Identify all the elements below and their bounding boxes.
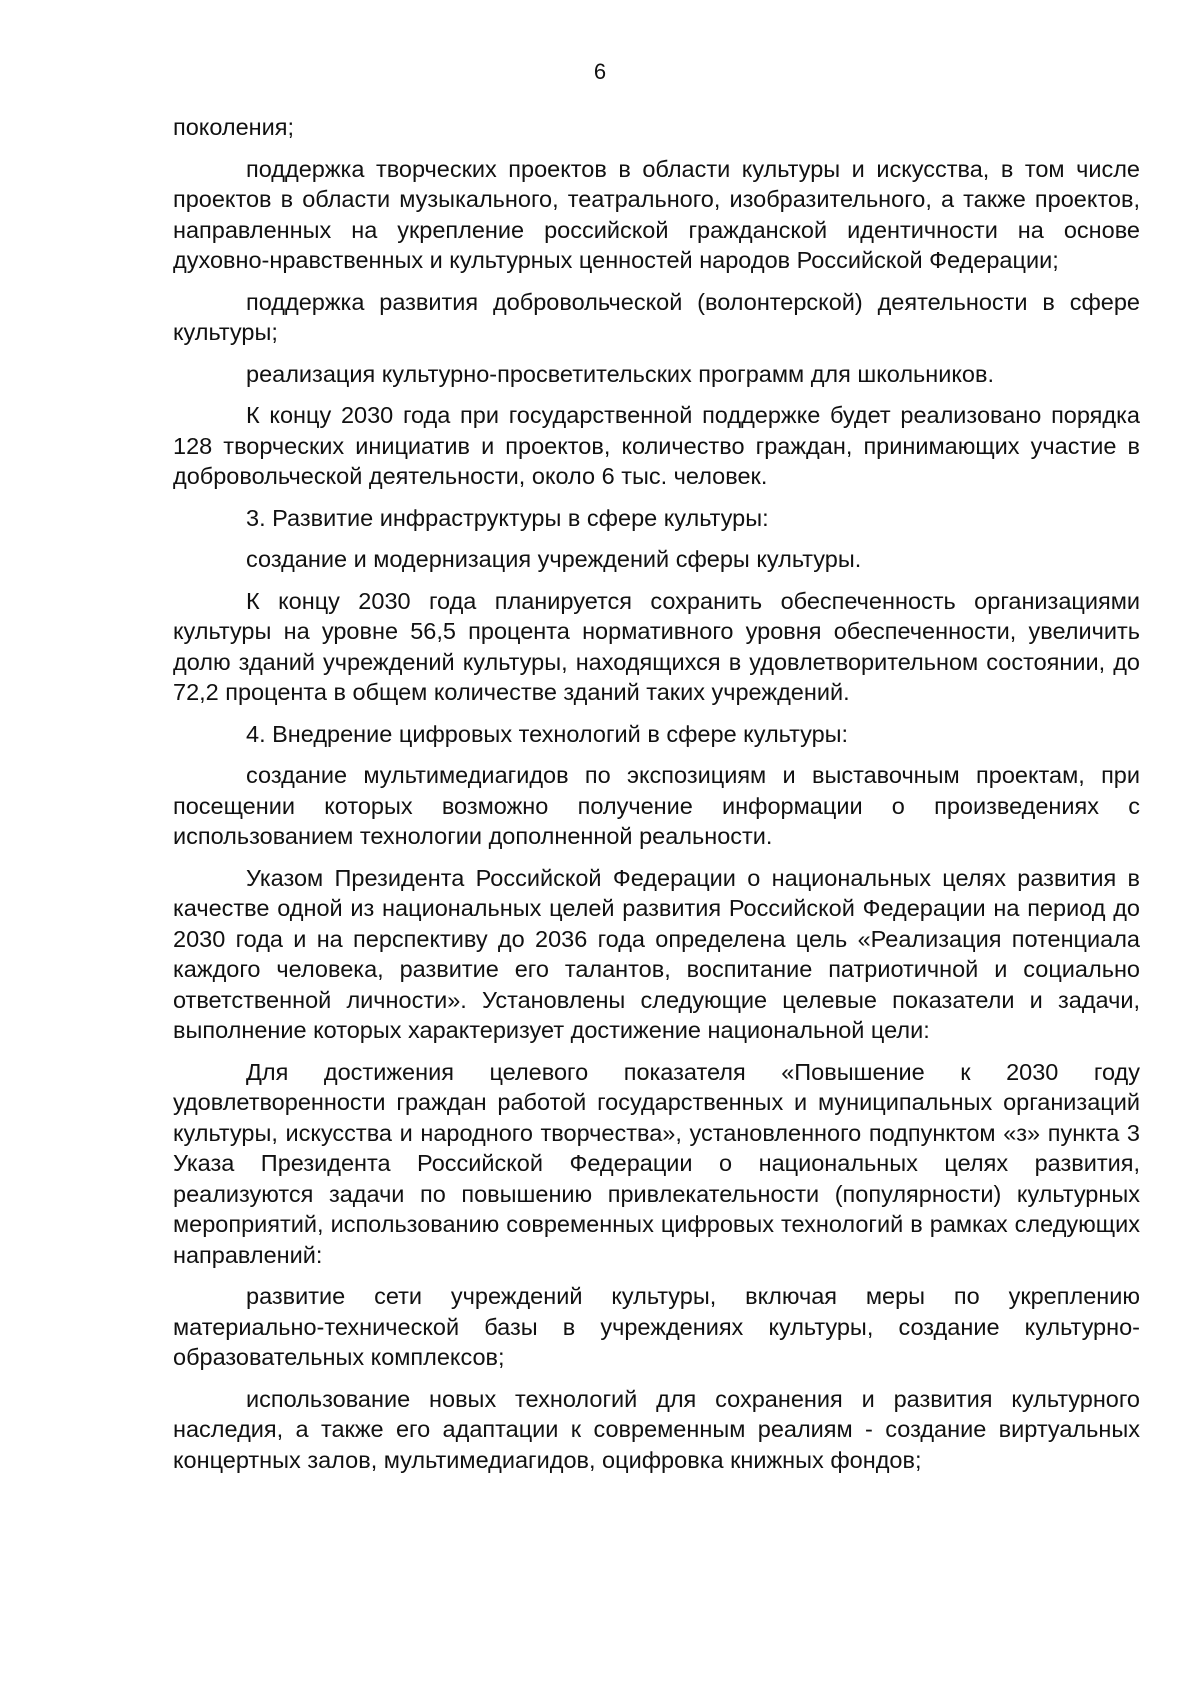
paragraph: К концу 2030 года планируется сохранить обеспеченность организациями культуры на уровне 56,5 процента нормативного уровня обеспеченности, увеличить долю зданий учреждений культуры, находящихся в удовлетворительном состоянии, до 72,2 процента в общем количестве зданий таких учреждений. bbox=[173, 587, 1140, 705]
paragraph: Указом Президента Российской Федерации о национальных целях развития в качестве одной из национальных целей развития Российской Федерации на период до 2030 года и на перспективу до 2036 года определена цель «Реализация потенциала каждого человека, развитие его талантов, воспитание патриотичной и социально ответственной личности». Установлены следующие целевые показатели и задачи, выполнение которых характеризует достижение национальной цели: bbox=[173, 864, 1140, 1043]
document-body bbox=[173, 112, 1140, 1486]
paragraph: развитие сети учреждений культуры, включая меры по укреплению материально-технической базы в учреждениях культуры, создание культурно-образовательных комплексов; bbox=[173, 1283, 1140, 1370]
paragraph-continuation: поколения; bbox=[173, 114, 295, 140]
paragraph: поддержка творческих проектов в области культуры и искусства, в том числе проектов в области музыкального, театрального, изобразительного, а также проектов, направленных на укрепление российской гражданской идентичности на основе духовно-нравственных и культурных ценностей народов Российской Федерации; bbox=[173, 155, 1140, 273]
paragraph: реализация культурно-просветительских программ для школьников. bbox=[246, 360, 995, 387]
page-number: 6 bbox=[593, 59, 607, 84]
paragraph: создание и модернизация учреждений сферы культуры. bbox=[246, 546, 862, 572]
paragraph: Для достижения целевого показателя «Повышение к 2030 году удовлетворенности граждан работой государственных и муниципальных организаций культуры, искусства и народного творчества», установленного подпунктом «з» пункта 3 Указа Президента Российской Федерации о национальных целях развития, реализуются задачи по повышению привлекательности (популярности) культурных мероприятий, использованию современных цифровых технологий в рамках следующих направлений: bbox=[173, 1058, 1140, 1268]
section-heading: 4. Внедрение цифровых технологий в сфере культуры: bbox=[246, 720, 849, 747]
paragraph: поддержка развития добровольческой (волонтерской) деятельности в сфере культуры; bbox=[173, 288, 1140, 345]
paragraph: создание мультимедиагидов по экспозициям и выставочным проектам, при посещении которых возможно получение информации о произведениях с использованием технологии дополненной реальности. bbox=[173, 762, 1140, 849]
paragraph: использование новых технологий для сохранения и развития культурного наследия, а также его адаптации к современным реалиям - создание виртуальных концертных залов, мультимедиагидов, оцифровка книжных фондов; bbox=[173, 1385, 1140, 1473]
paragraph: К концу 2030 года при государственной поддержке будет реализовано порядка 128 творческих инициатив и проектов, количество граждан, принимающих участие в добровольческой деятельности, около 6 тыс. человек. bbox=[173, 402, 1140, 489]
section-heading: 3. Развитие инфраструктуры в сфере культуры: bbox=[246, 504, 769, 531]
